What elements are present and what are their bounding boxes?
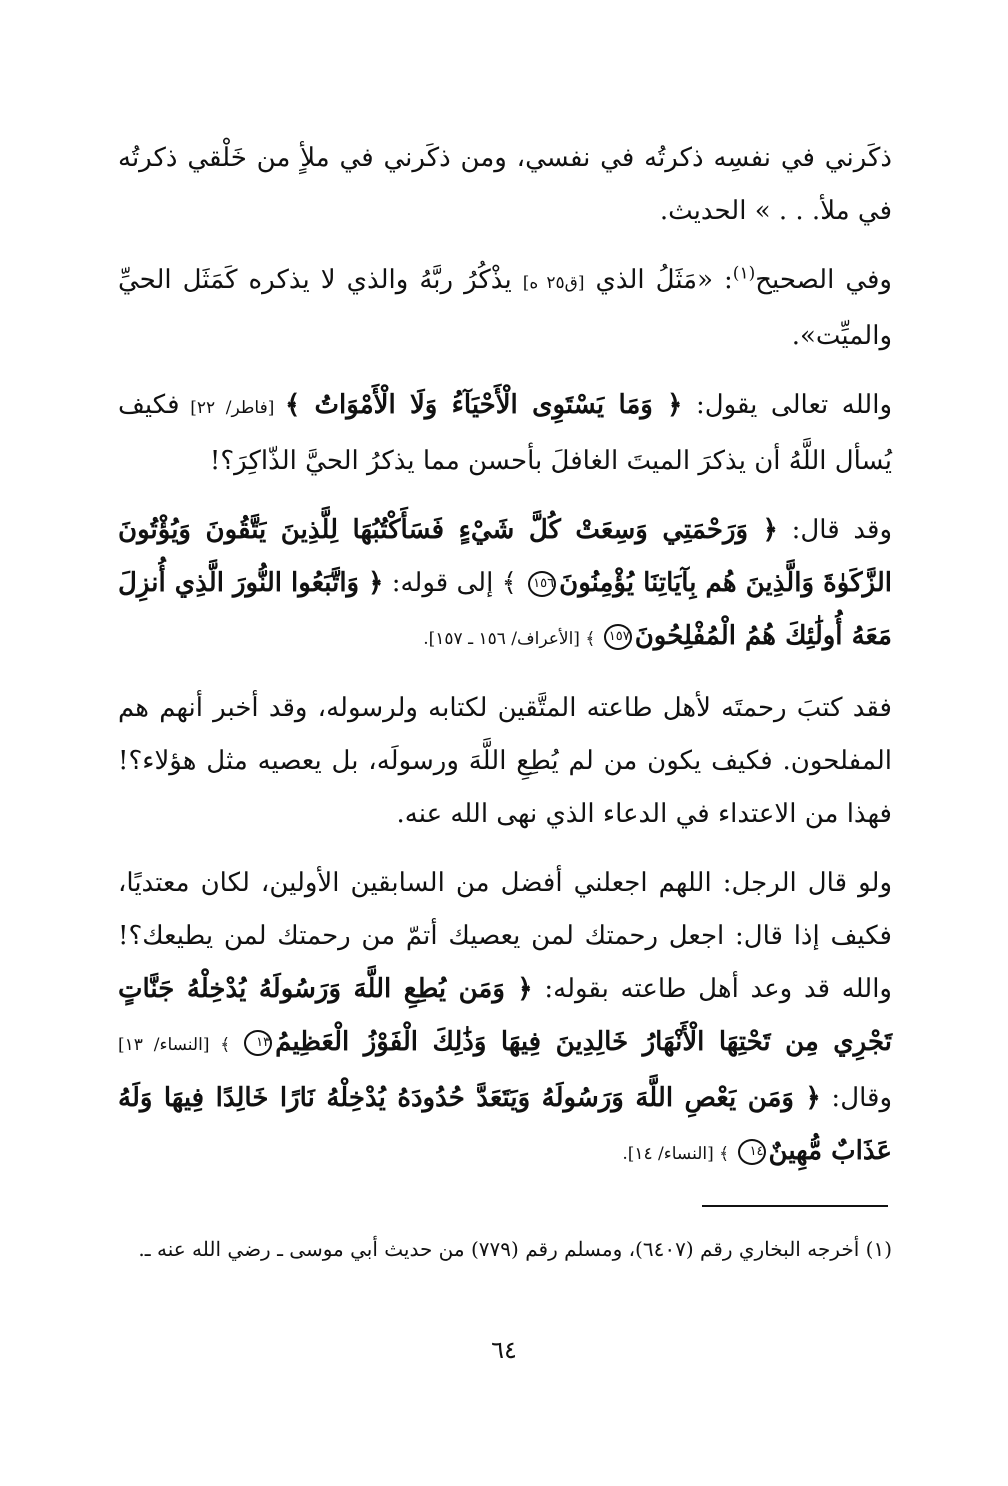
manuscript-ref: [ق٢٥ ه]: [522, 273, 585, 293]
hadith-text: : «مَثَلُ الذي: [584, 265, 733, 295]
paragraph-mercy: [118, 682, 892, 841]
paragraph-lead: وفي الصحيح: [755, 265, 892, 295]
paragraph-lead: وقد قال:: [777, 515, 892, 545]
verse-reference: ﴾ [الأعراف/ ١٥٦ ـ ١٥٧].: [423, 629, 601, 649]
quran-verse: ﴿ وَاتَّبَعُوا النُّورَ الَّذِي أُنزِلَ مَعَهُ أُولَٰئِكَ هُمُ الْمُفْلِحُونَ: [118, 568, 892, 651]
verse-reference: ﴾ [النساء/ ١٣]: [118, 1035, 242, 1055]
paragraph-text: ذكَرني في نفسِه ذكرتُه في نفسي، ومن ذكَرني في ملأٍ من خَلْقي ذكرتُه في ملأ. . . » الحديث.: [118, 143, 892, 226]
footnote-divider: [702, 1205, 888, 1207]
quran-verse: ﴿ وَمَن يُطِعِ اللَّهَ وَرَسُولَهُ يُدْخِلْهُ جَنَّاتٍ تَجْرِي مِن تَحْتِهَا الْأَنْهَارُ خَالِدِينَ فِيهَا وَذَٰلِكَ الْفَوْزُ الْعَظِيمُ: [118, 974, 893, 1057]
ayah-number-marker: ١٣: [244, 1030, 272, 1056]
paragraph-hadith-end: [118, 132, 892, 238]
verse-reference: [فاطر/ ٢٢]: [179, 398, 286, 418]
quran-verse: ﴿ وَمَن يَعْصِ اللَّهَ وَرَسُولَهُ وَيَتَعَدَّ حُدُودَهُ يُدْخِلْهُ نَارًا خَالِدًا فِيهَا وَلَهُ عَذَابٌ مُّهِينٌ: [118, 1083, 892, 1166]
paragraph-tail: فكيف يُسأل اللَّهُ أن يذكرَ الميتَ الغافلَ بأحسن مما يذكرُ الحيَّ الذّاكِرَ؟!: [118, 390, 892, 476]
page-number: ٦٤: [491, 1336, 517, 1364]
footnote-marker: (١): [865, 1237, 892, 1261]
ayah-number-marker: ١٤: [738, 1139, 766, 1165]
ayah-number-marker: ١٥٧: [604, 624, 632, 650]
ayah-number-marker: ١٥٦: [528, 571, 556, 597]
footnote-marker: (١): [732, 263, 756, 284]
quran-verse: ﴿ وَمَا يَسْتَوِى الْأَحْيَآءُ وَلَا الْأَمْوَاتُ ﴾: [285, 390, 683, 420]
connector-text: ﴾ إلى قوله:: [383, 568, 526, 598]
paragraph-lead: والله تعالى يقول:: [682, 390, 892, 420]
paragraph-sahih: [118, 254, 892, 363]
paragraph-text: فقد كتبَ رحمتَه لأهل طاعته المتَّقين لكتابه ولرسوله، وقد أخبر أنهم هم المفلحون. فكيف يكون من لم يُطِعِ اللَّهَ ورسولَه، بل يعصيه مثل هؤلاء؟! فهذا من الاعتداء في الدعاء الذي نهى الله عنه.: [118, 693, 892, 829]
quran-verse: ﴿ وَرَحْمَتِي وَسِعَتْ كُلَّ شَيْءٍ فَسَأَكْتُبُهَا لِلَّذِينَ يَتَّقُونَ وَيُؤْتُونَ الزَّكَوٰةَ وَالَّذِينَ هُم بِآيَاتِنَا يُؤْمِنُونَ: [118, 515, 893, 598]
hadith-text-end: يذْكُرُ ربَّهُ والذي لا يذكره كَمَثَل الحيِّ والميِّت».: [118, 265, 892, 351]
paragraph-lead: ولو قال الرجل: اللهم اجعلني أفضل من السابقين الأولين، لكان معتديًا، فكيف إذا قال: اجعل رحمتك لمن يعصيك أتمّ من رحمتك لمن يطيعك؟! والله قد وعد أهل طاعته بقوله:: [118, 868, 892, 1004]
footnote-text: أخرجه البخاري رقم (٦٤٠٧)، ومسلم رقم (٧٧٩) من حديث أبي موسى ـ رضي الله عنه ـ.: [138, 1237, 860, 1261]
connector-text: وقال:: [820, 1083, 892, 1113]
paragraph-araf: [118, 504, 892, 666]
footnote: [118, 1230, 892, 1268]
paragraph-nisa: [118, 857, 892, 1181]
main-text: [118, 132, 892, 1197]
paragraph-fatir: [118, 379, 892, 488]
verse-reference: ﴾ [النساء/ ١٤].: [622, 1144, 735, 1164]
